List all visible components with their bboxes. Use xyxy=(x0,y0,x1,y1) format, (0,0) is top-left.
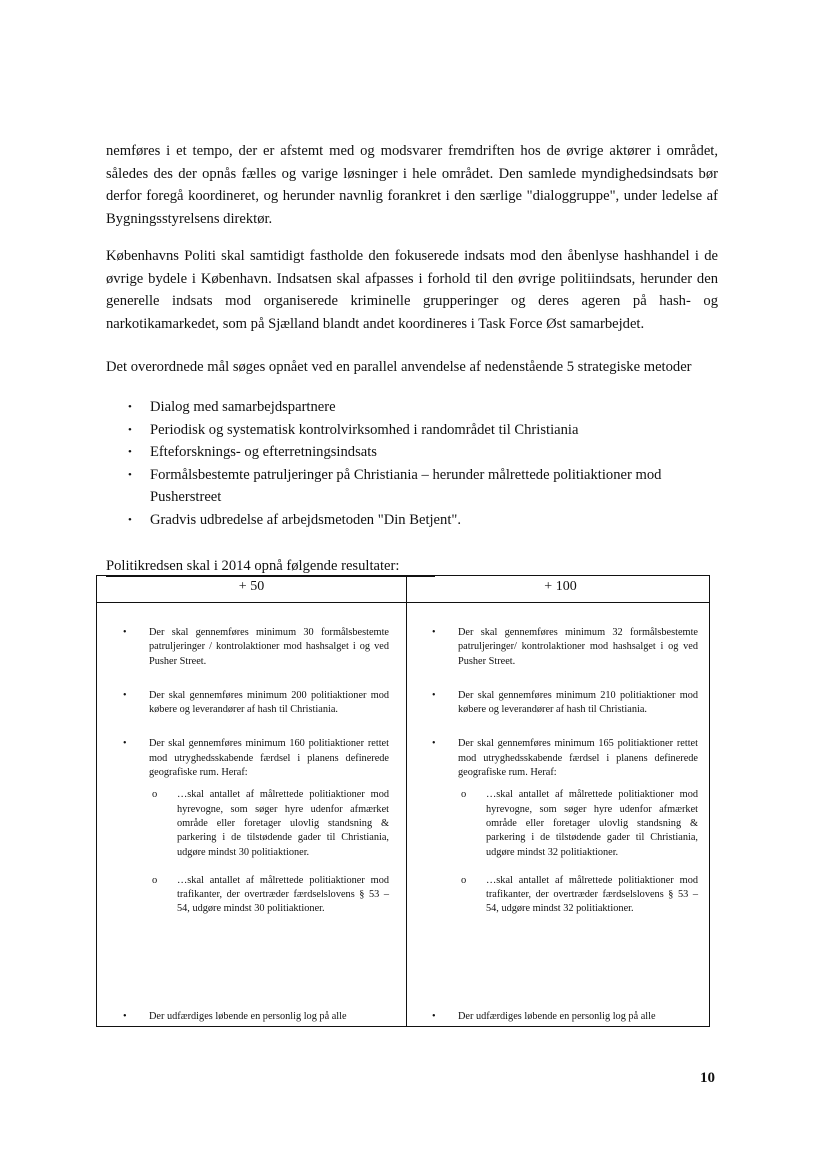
table-item: • Der skal gennemføres minimum 32 formålsbestemte patruljeringer/ kontrolaktioner mod hashsalget i og ved Pusher Street. xyxy=(432,627,698,667)
table-item: • Der skal gennemføres minimum 165 politiaktioner rettet mod utryghedsskabende færdsel i planens definerede geografiske rum. Heraf: xyxy=(432,738,698,779)
table-last-item: • Der udfærdiges løbende en personlig log på alle xyxy=(428,1010,718,1024)
list-item: • Efteforsknings- og efterretningsindsats xyxy=(128,441,728,464)
list-item: • Dialog med samarbejdspartnere xyxy=(128,396,728,419)
table-item: • Der skal gennemføres minimum 30 formålsbestemte patruljeringer / kontrolaktioner mod hashsalget i og ved Pusher Street. xyxy=(123,627,389,667)
results-table xyxy=(96,575,710,1027)
circle-bullet-icon: o xyxy=(461,789,467,801)
bullet-icon: • xyxy=(128,446,132,459)
column-header-plus-50: + 50 xyxy=(238,579,265,594)
table-subitem: o …skal antallet af målrettede politiaktioner mod hyrevogne, som søger hyre udenfor afmærket område eller foretager ulovlig standsning & parkering i de tilstødende gader til Christiania, udgøre mindst 32 politiaktioner. xyxy=(461,789,698,858)
paragraph-coordination: nemføres i et tempo, der er afstemt med og modsvarer fremdriften hos de øvrige aktører i området, således des der opnås fælles og varige løsninger i hele området. Den samlede myndighedsindsats bør derfor foregå koordineret, og herunder navnlig forankret i den særlige "dialoggruppe", under ledelse af Bygningsstyrelsens direktør. xyxy=(106,143,718,227)
bullet-icon: • xyxy=(432,738,436,750)
bullet-icon: • xyxy=(128,468,132,481)
table-heading: Politikredsen skal i 2014 opnå følgende resultater: xyxy=(106,556,435,577)
table-last-item: • Der udfærdiges løbende en personlig log på alle xyxy=(119,1010,409,1024)
column-header-plus-100: + 100 xyxy=(544,579,577,594)
table-subitem: o …skal antallet af målrettede politiaktioner mod hyrevogne, som søger hyre udenfor afmærket område eller foretager ulovlig standsning & parkering i de tilstødende gader til Christiania, udgøre mindst 30 politiaktioner. xyxy=(152,789,389,858)
paragraph-strategic-methods-intro: Det overordnede mål søges opnået ved en parallel anvendelse af nedenstående 5 strategiske metoder xyxy=(106,359,692,375)
bullet-icon: • xyxy=(128,401,132,413)
column-plus-50 xyxy=(119,626,389,931)
table-subitem: o …skal antallet af målrettede politiaktioner mod trafikanter, der overtræder færdselslovens § 53 – 54, udgøre mindst 32 politiaktioner. xyxy=(461,874,698,915)
bullet-icon: • xyxy=(432,1011,436,1022)
circle-bullet-icon: o xyxy=(152,874,158,886)
list-item: • Periodisk og systematisk kontrolvirksomhed i randområdet til Christiania xyxy=(128,419,728,442)
column-plus-100 xyxy=(428,626,698,931)
bullet-icon: • xyxy=(123,627,127,638)
bullet-icon: • xyxy=(123,689,127,701)
bullet-icon: • xyxy=(123,738,127,750)
bullet-icon: • xyxy=(432,689,436,701)
table-item: • Der skal gennemføres minimum 210 politiaktioner mod købere og leverandører af hash til Christiania. xyxy=(432,689,698,716)
strategic-methods-list xyxy=(128,396,728,532)
bullet-icon: • xyxy=(128,423,132,436)
bullet-icon: • xyxy=(128,513,132,526)
list-item: • Formålsbestemte patruljeringer på Christiania – herunder målrettede politiaktioner mod Pusherstreet xyxy=(128,464,728,509)
table-subitem: o …skal antallet af målrettede politiaktioner mod trafikanter, der overtræder færdselslovens § 53 – 54, udgøre mindst 30 politiaktioner. xyxy=(152,874,389,915)
bullet-icon: • xyxy=(123,1011,127,1022)
circle-bullet-icon: o xyxy=(461,874,467,886)
list-item: • Gradvis udbredelse af arbejdsmetoden "Din Betjent". xyxy=(128,509,728,532)
header-divider xyxy=(97,602,709,603)
circle-bullet-icon: o xyxy=(152,789,158,801)
column-divider xyxy=(406,576,407,1026)
table-item: • Der skal gennemføres minimum 200 politiaktioner mod købere og leverandører af hash til Christiania. xyxy=(123,689,389,716)
paragraph-copenhagen-police: Københavns Politi skal samtidigt fastholde den fokuserede indsats mod den åbenlyse hashhandel i de øvrige bydele i København. Indsatsen skal afpasses i forhold til den øvrige politiindsats, herunder den generelle indsats mod organiserede kriminelle grupperinger og deres ageren på hash- og narkotikamarkedet, som på Sjælland blandt andet koordineres i Task Force Øst samarbejdet. xyxy=(106,248,718,332)
table-item: • Der skal gennemføres minimum 160 politiaktioner rettet mod utryghedsskabende færdsel i planens definerede geografiske rum. Heraf: xyxy=(123,738,389,779)
page-number: 10 xyxy=(700,1070,715,1086)
bullet-icon: • xyxy=(432,627,436,638)
